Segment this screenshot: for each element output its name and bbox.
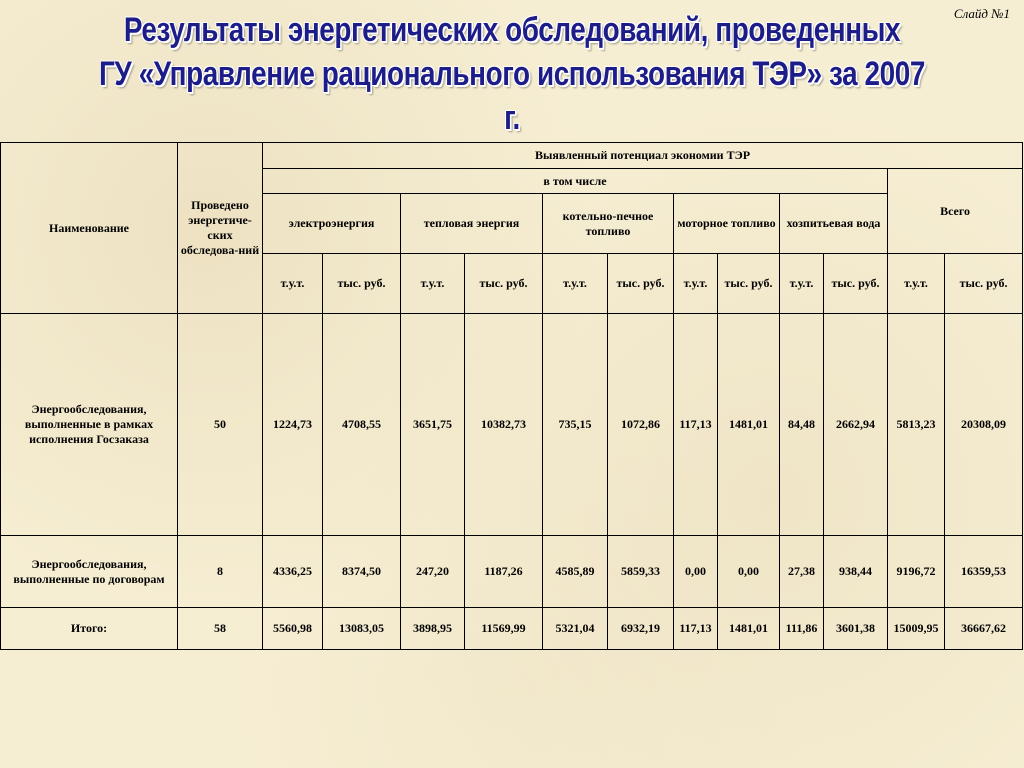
page-title bbox=[92, 8, 932, 140]
unit-header: т.у.т. bbox=[888, 254, 945, 314]
header-count: Проведено энергетиче-ских обследова-ний bbox=[178, 143, 263, 314]
unit-header: т.у.т. bbox=[401, 254, 465, 314]
table-cell: 4708,55 bbox=[323, 314, 401, 536]
row-name: Итого: bbox=[1, 608, 178, 650]
table-cell: 27,38 bbox=[780, 536, 824, 608]
table-cell: 3651,75 bbox=[401, 314, 465, 536]
unit-header: т.у.т. bbox=[263, 254, 323, 314]
group-electricity: электроэнергия bbox=[263, 194, 401, 254]
unit-header: тыс. руб. bbox=[824, 254, 888, 314]
table-cell: 5813,23 bbox=[888, 314, 945, 536]
table-cell: 5560,98 bbox=[263, 608, 323, 650]
group-motor-fuel: моторное топливо bbox=[674, 194, 780, 254]
table-row-total bbox=[1, 608, 1023, 650]
unit-header: т.у.т. bbox=[674, 254, 718, 314]
table-cell: 1187,26 bbox=[465, 536, 543, 608]
title-line-1: Результаты энергетических обследований, проведенных bbox=[123, 11, 901, 49]
unit-header: т.у.т. bbox=[780, 254, 824, 314]
header-name: Наименование bbox=[1, 143, 178, 314]
slide-number: Слайд №1 bbox=[953, 6, 1010, 21]
unit-header: тыс. руб. bbox=[323, 254, 401, 314]
group-boiler-fuel: котельно-печное топливо bbox=[543, 194, 674, 254]
table-cell: 10382,73 bbox=[465, 314, 543, 536]
table-cell: 13083,05 bbox=[323, 608, 401, 650]
table-cell: 0,00 bbox=[718, 536, 780, 608]
table-cell: 111,86 bbox=[780, 608, 824, 650]
table-cell: 1481,01 bbox=[718, 608, 780, 650]
table-cell: 8374,50 bbox=[323, 536, 401, 608]
unit-header: т.у.т. bbox=[543, 254, 608, 314]
table-row bbox=[1, 536, 1023, 608]
header-total: Всего bbox=[888, 169, 1023, 254]
unit-header: тыс. руб. bbox=[465, 254, 543, 314]
row-count: 8 bbox=[178, 536, 263, 608]
results-table bbox=[0, 142, 1023, 650]
table-cell: 5859,33 bbox=[608, 536, 674, 608]
table-cell: 9196,72 bbox=[888, 536, 945, 608]
table-cell: 3601,38 bbox=[824, 608, 888, 650]
table-cell: 11569,99 bbox=[465, 608, 543, 650]
table-cell: 735,15 bbox=[543, 314, 608, 536]
unit-header: тыс. руб. bbox=[718, 254, 780, 314]
row-count: 50 bbox=[178, 314, 263, 536]
table-cell: 3898,95 bbox=[401, 608, 465, 650]
table-cell: 1481,01 bbox=[718, 314, 780, 536]
table-cell: 4336,25 bbox=[263, 536, 323, 608]
row-count: 58 bbox=[178, 608, 263, 650]
unit-header: тыс. руб. bbox=[945, 254, 1023, 314]
table-cell: 1072,86 bbox=[608, 314, 674, 536]
table-cell: 117,13 bbox=[674, 314, 718, 536]
table-cell: 2662,94 bbox=[824, 314, 888, 536]
table-row bbox=[1, 314, 1023, 536]
table-cell: 84,48 bbox=[780, 314, 824, 536]
group-water: хозпитьевая вода bbox=[780, 194, 888, 254]
unit-header: тыс. руб. bbox=[608, 254, 674, 314]
table-cell: 20308,09 bbox=[945, 314, 1023, 536]
table-cell: 1224,73 bbox=[263, 314, 323, 536]
table-cell: 6932,19 bbox=[608, 608, 674, 650]
group-heat: тепловая энергия bbox=[401, 194, 543, 254]
title-line-2: ГУ «Управление рационального использования ТЭР» за 2007 г. bbox=[99, 55, 925, 137]
header-potential: Выявленный потенциал экономии ТЭР bbox=[263, 143, 1023, 169]
row-name: Энергообследования, выполненные в рамках исполнения Госзаказа bbox=[1, 314, 178, 536]
table-cell: 36667,62 bbox=[945, 608, 1023, 650]
table-cell: 5321,04 bbox=[543, 608, 608, 650]
table-cell: 15009,95 bbox=[888, 608, 945, 650]
table-cell: 938,44 bbox=[824, 536, 888, 608]
table-cell: 117,13 bbox=[674, 608, 718, 650]
table-cell: 247,20 bbox=[401, 536, 465, 608]
table-cell: 0,00 bbox=[674, 536, 718, 608]
header-including: в том числе bbox=[263, 169, 888, 194]
row-name: Энергообследования, выполненные по договорам bbox=[1, 536, 178, 608]
table-cell: 16359,53 bbox=[945, 536, 1023, 608]
table-cell: 4585,89 bbox=[543, 536, 608, 608]
